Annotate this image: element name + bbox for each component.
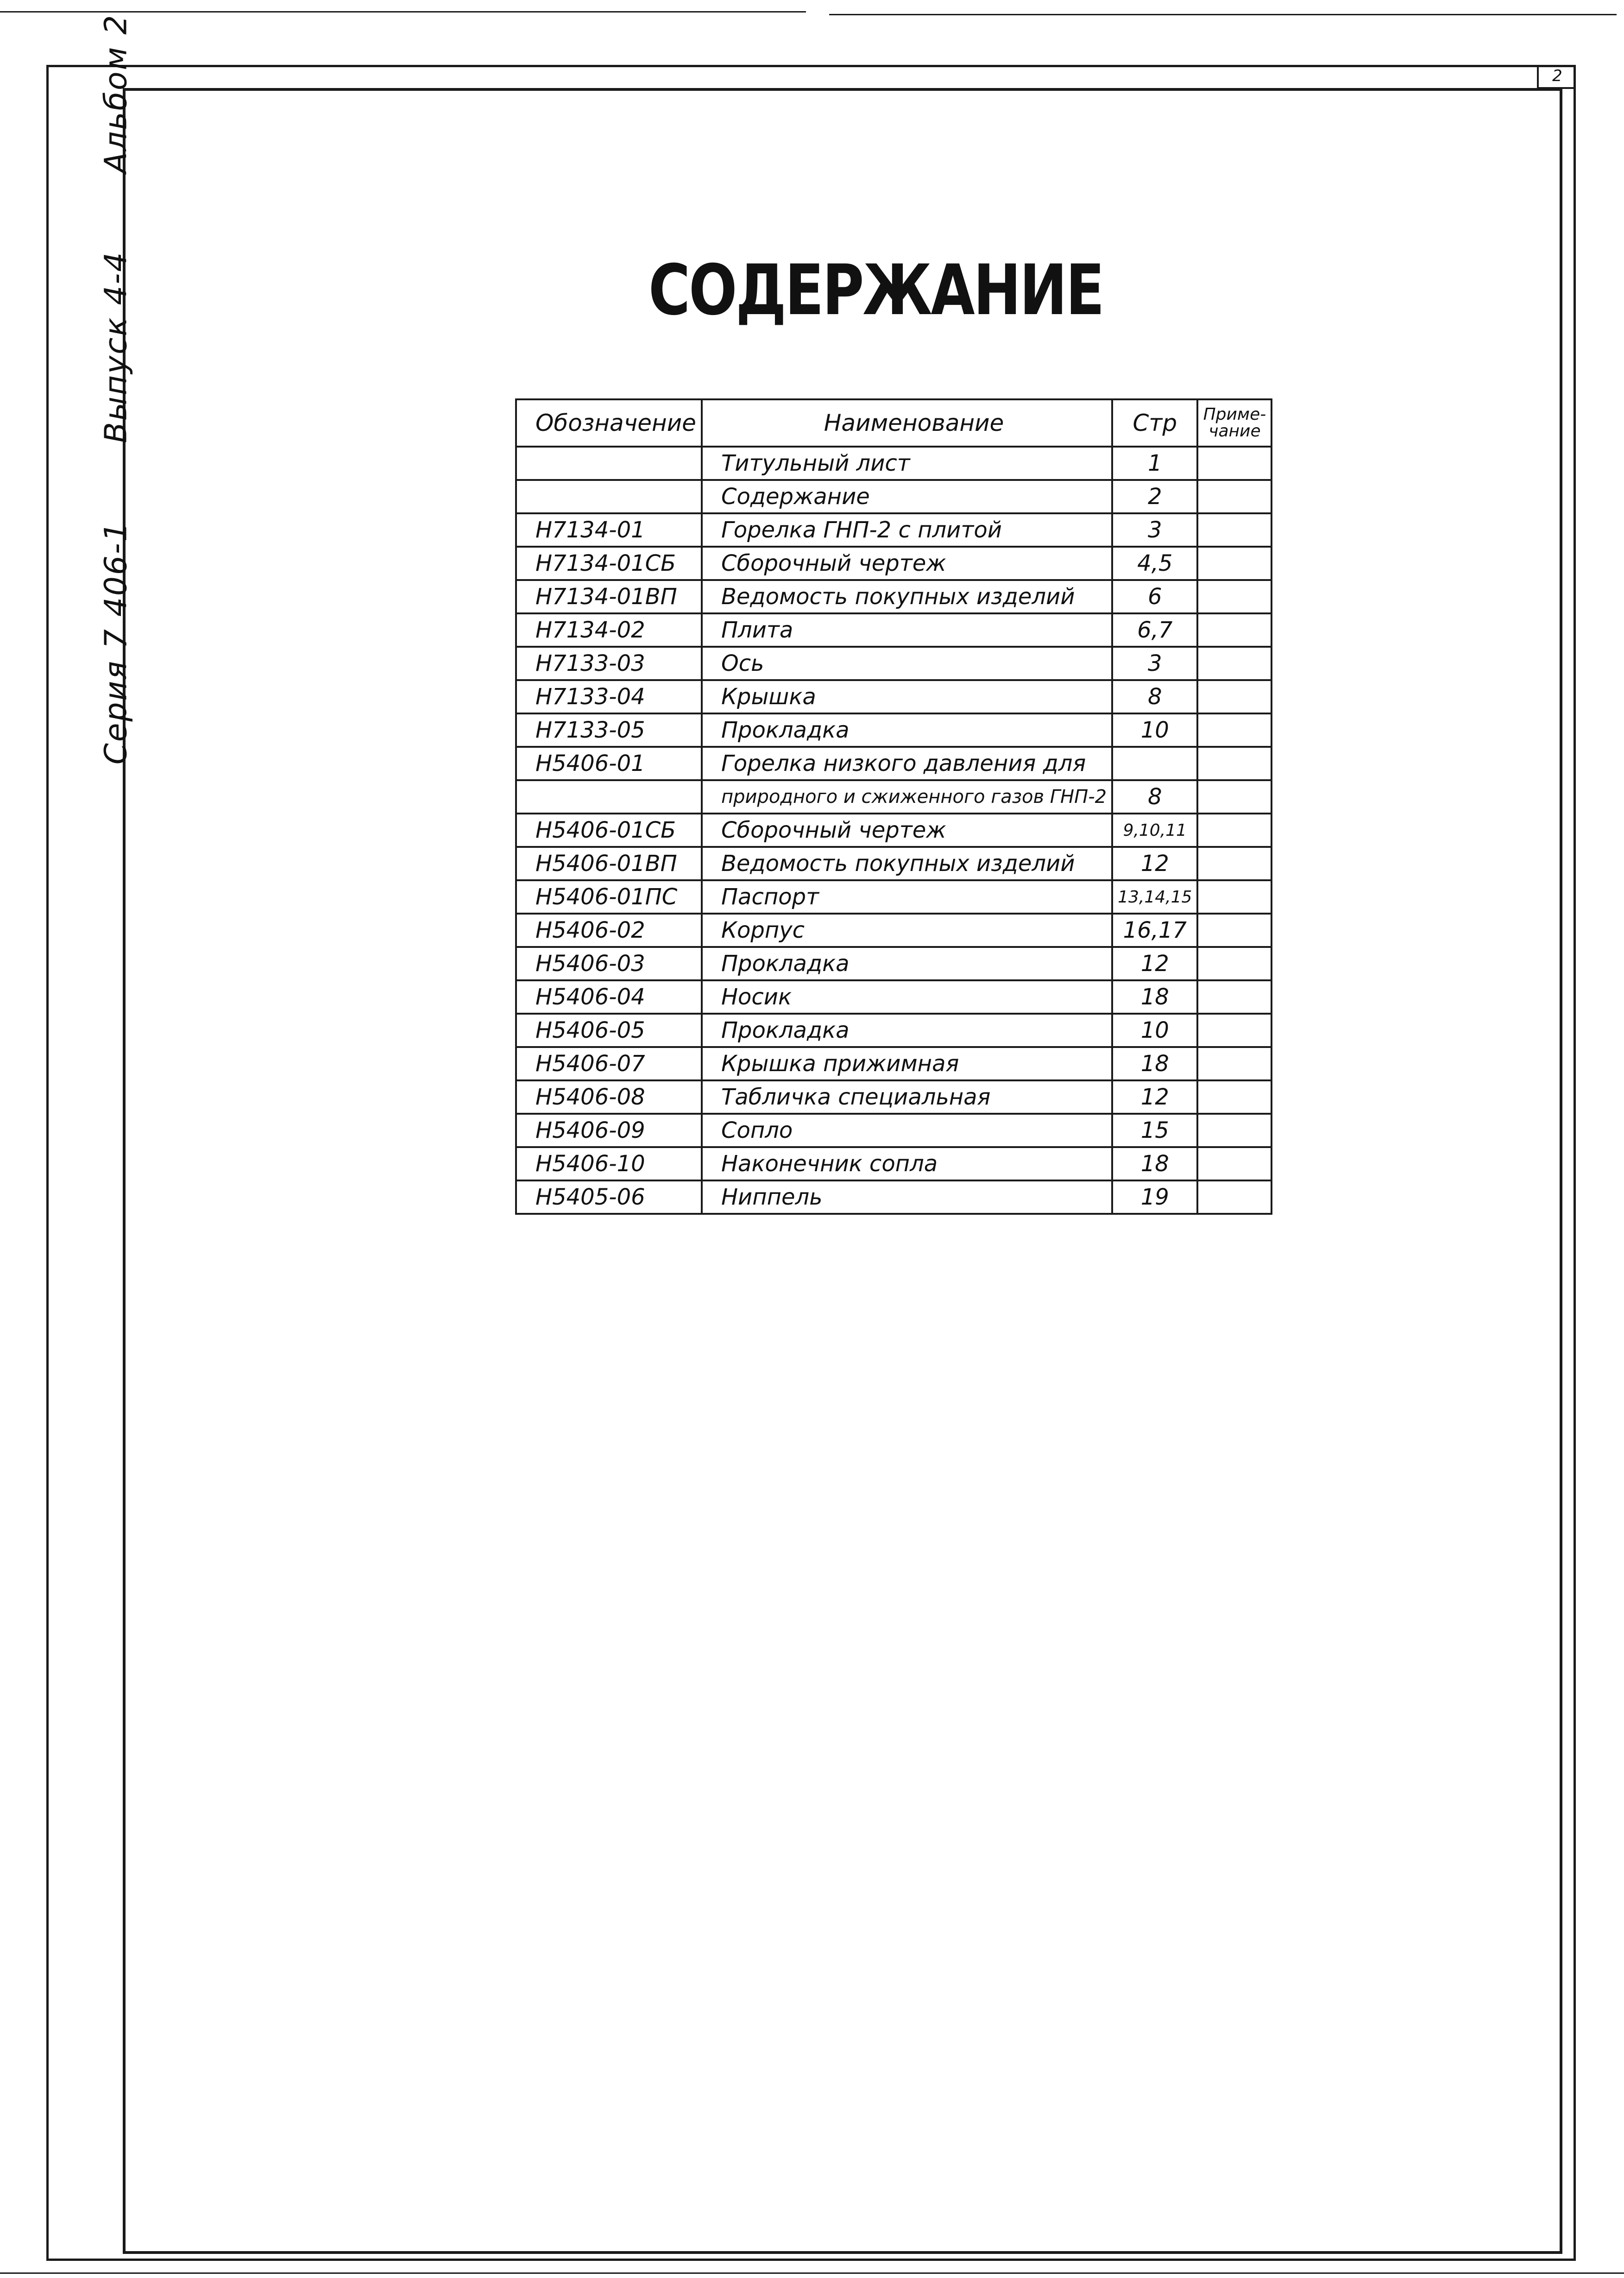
cell-designation: Н5406-09 [516,1114,702,1147]
cell-note [1197,1180,1272,1214]
page-number-box [1537,65,1576,89]
contents-table [515,398,1272,1215]
cell-page: 12 [1112,1080,1197,1114]
cell-name: Наконечник сопла [702,1147,1112,1180]
cell-designation: Н5406-10 [516,1147,702,1180]
cell-note [1197,547,1272,580]
cell-designation: Н7134-01 [516,513,702,547]
cell-page: 3 [1112,513,1197,547]
table-row [516,1014,1272,1047]
table-row [516,847,1272,880]
cell-note [1197,814,1272,847]
cell-note [1197,513,1272,547]
cell-page: 1 [1112,447,1197,480]
cell-page: 12 [1112,847,1197,880]
cell-note [1197,914,1272,947]
cell-note [1197,447,1272,480]
cell-page: 15 [1112,1114,1197,1147]
table-row [516,1114,1272,1147]
cell-designation: Н7133-03 [516,647,702,680]
cell-page: 10 [1112,713,1197,747]
table-row [516,1147,1272,1180]
cell-name: природного и сжиженного газов ГНП-2 [702,780,1112,814]
cell-name: Горелка ГНП-2 с плитой [702,513,1112,547]
page-number: 2 [1552,67,1562,85]
cell-note [1197,1080,1272,1114]
cell-page: 8 [1112,680,1197,713]
cell-note [1197,480,1272,513]
cell-name: Корпус [702,914,1112,947]
table-row [516,1080,1272,1114]
table-row [516,814,1272,847]
cell-name: Ведомость покупных изделий [702,847,1112,880]
cell-note [1197,780,1272,814]
cell-designation: Н5406-01СБ [516,814,702,847]
cell-page: 19 [1112,1180,1197,1214]
issue-label: Выпуск 4-4 [98,251,134,443]
cell-name: Ниппель [702,1180,1112,1214]
header-page: Стр [1112,399,1197,447]
table-row [516,980,1272,1014]
cell-page: 16,17 [1112,914,1197,947]
cell-name: Титульный лист [702,447,1112,480]
table-row [516,1047,1272,1080]
cell-page: 8 [1112,780,1197,814]
table-row [516,780,1272,814]
cell-name: Крышка прижимная [702,1047,1112,1080]
cell-note [1197,1047,1272,1080]
cell-page: 6,7 [1112,613,1197,647]
cell-note [1197,1147,1272,1180]
cell-note [1197,713,1272,747]
cell-name: Содержание [702,480,1112,513]
table-row [516,613,1272,647]
cell-designation: Н7134-01ВП [516,580,702,613]
cell-page: 10 [1112,1014,1197,1047]
cell-name: Сборочный чертеж [702,547,1112,580]
cell-designation: Н5406-01 [516,747,702,780]
table-body [516,447,1272,1214]
cell-page: 12 [1112,947,1197,980]
cell-name: Плита [702,613,1112,647]
cell-page: 4,5 [1112,547,1197,580]
cell-note [1197,680,1272,713]
cell-page: 3 [1112,647,1197,680]
series-label: Серия 7 406-1 [98,521,134,765]
cell-name: Горелка низкого давления для [702,747,1112,780]
header-designation: Обозначение [516,399,702,447]
cell-name: Прокладка [702,947,1112,980]
table-row [516,680,1272,713]
cell-page: 18 [1112,1147,1197,1180]
table-row [516,547,1272,580]
table-header-row [516,399,1272,447]
cell-note [1197,1114,1272,1147]
table-row [516,513,1272,547]
table-row [516,713,1272,747]
cell-note [1197,880,1272,914]
cell-note [1197,1014,1272,1047]
cell-note [1197,747,1272,780]
table-row [516,747,1272,780]
table-row [516,880,1272,914]
cell-designation: Н5405-06 [516,1180,702,1214]
table-row [516,914,1272,947]
bottom-edge-line [0,2272,1624,2274]
table-row [516,647,1272,680]
cell-page: 2 [1112,480,1197,513]
cell-page: 13,14,15 [1112,880,1197,914]
table-row [516,580,1272,613]
cell-note [1197,580,1272,613]
cell-name: Носик [702,980,1112,1014]
cell-note [1197,847,1272,880]
cell-name: Ведомость покупных изделий [702,580,1112,613]
cell-designation: Н5406-01ВП [516,847,702,880]
cell-name: Ось [702,647,1112,680]
album-label: Альбом 2 [98,13,134,173]
cell-designation: Н5406-04 [516,980,702,1014]
table-row [516,1180,1272,1214]
cell-designation: Н7134-01СБ [516,547,702,580]
cell-designation: Н7133-04 [516,680,702,713]
cell-designation [516,480,702,513]
cell-designation: Н7133-05 [516,713,702,747]
top-edge-line-right [829,14,1617,15]
cell-designation: Н7134-02 [516,613,702,647]
table-row [516,947,1272,980]
cell-name: Сборочный чертеж [702,814,1112,847]
cell-name: Сопло [702,1114,1112,1147]
cell-page: 6 [1112,580,1197,613]
cell-note [1197,980,1272,1014]
cell-name: Прокладка [702,1014,1112,1047]
header-name: Наименование [702,399,1112,447]
cell-page: 18 [1112,1047,1197,1080]
cell-name: Табличка специальная [702,1080,1112,1114]
cell-designation: Н5406-02 [516,914,702,947]
cell-designation: Н5406-08 [516,1080,702,1114]
cell-page: 9,10,11 [1112,814,1197,847]
cell-note [1197,647,1272,680]
cell-page [1112,747,1197,780]
cell-designation: Н5406-03 [516,947,702,980]
cell-designation [516,780,702,814]
cell-name: Паспорт [702,880,1112,914]
header-note [1197,399,1272,447]
table-row [516,447,1272,480]
header-note-label: Приме-чание [1203,405,1266,441]
cell-designation [516,447,702,480]
cell-note [1197,613,1272,647]
cell-name: Крышка [702,680,1112,713]
side-caption [98,14,134,764]
top-edge-line-left [0,11,806,13]
cell-designation: Н5406-07 [516,1047,702,1080]
page-title: СОДЕРЖАНИЕ [648,250,1103,331]
cell-designation: Н5406-05 [516,1014,702,1047]
table-row [516,480,1272,513]
cell-designation: Н5406-01ПС [516,880,702,914]
cell-page: 18 [1112,980,1197,1014]
cell-note [1197,947,1272,980]
cell-name: Прокладка [702,713,1112,747]
